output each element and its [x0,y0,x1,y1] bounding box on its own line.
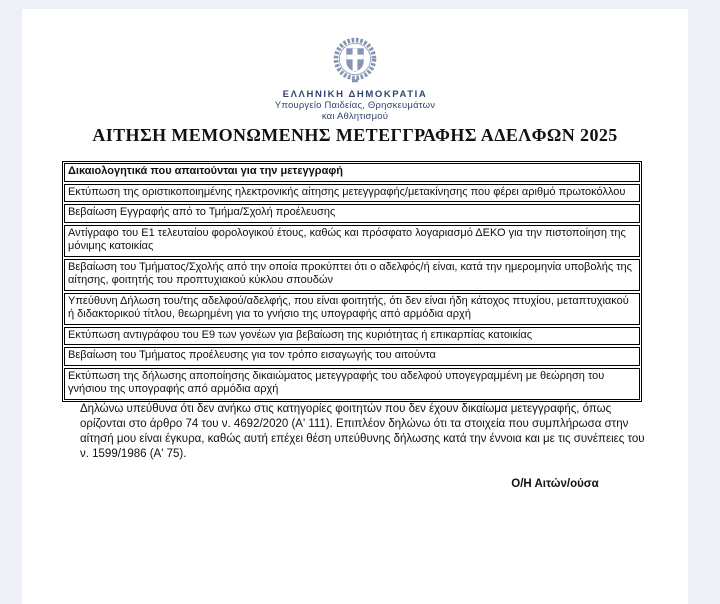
government-header [22,36,688,122]
table-row: Εκτύπωση αντιγράφου του Ε9 των γονέων για βεβαίωση της κυριότητας ή επικαρπίας κατοικίας [64,327,640,346]
greek-national-emblem-icon [331,36,379,86]
table-row: Αντίγραφο του Ε1 τελευταίου φορολογικού έτους, καθώς και πρόσφατο λογαριασμό ΔΕΚΟ για την πιστοποίηση της μόνιμης κατοικίας [64,225,640,257]
republic-title: ΕΛΛΗΝΙΚΗ ΔΗΜΟΚΡΑΤΙΑ [282,89,428,100]
ministry-line-2: και Αθλητισμού [321,111,389,122]
document-page [22,9,688,604]
table-row: Βεβαίωση Εγγραφής από το Τμήμα/Σχολή προέλευσης [64,204,640,223]
document-title: ΑΙΤΗΣΗ ΜΕΜΟΝΩΜΕΝΗΣ ΜΕΤΕΓΓΡΑΦΗΣ ΑΔΕΛΦΩΝ 2025 [92,125,618,145]
table-row: Εκτύπωση της δήλωσης αποποίησης δικαιώματος μετεγγραφής του αδελφού υπογεγραμμένη με θεώρηση του γνήσιου της υπογραφής από αρμόδια αρχή [64,368,640,400]
table-header-row: Δικαιολογητικά που απαιτούνται για την μετεγγραφή [64,163,640,182]
requirements-table [62,161,642,402]
table-row: Βεβαίωση του Τμήματος/Σχολής από την οποία προκύπτει ότι ο αδελφός/ή είναι, κατά την ημερομηνία υποβολής της αίτησης, φοιτητής του προπτυχιακού κύκλου σπουδών [64,259,640,291]
table-row: Βεβαίωση του Τμήματος προέλευσης για τον τρόπο εισαγωγής του αιτούντα [64,347,640,366]
ministry-line-1: Υπουργείο Παιδείας, Θρησκευμάτων [274,100,436,111]
declaration-paragraph: Δηλώνω υπεύθυνα ότι δεν ανήκω στις κατηγορίες φοιτητών που δεν έχουν δικαίωμα μετεγγραφής, όπως ορίζονται στο άρθρο 74 του ν. 4692/2020 (Α' 111). Επιπλέον δηλώνω ότι τα στοιχεία που συμπλήρωσα στην αίτησή μου είναι έγκυρα, καθώς αυτή επέχει θέση υπεύθυνης δήλωσης κατά την έννοια και με τις συνέπειες του ν. 1599/1986 (Α' 75). [80,403,645,460]
table-row: Υπεύθυνη Δήλωση του/της αδελφού/αδελφής, που είναι φοιτητής, ότι δεν είναι ήδη κάτοχος πτυχίου, μεταπτυχιακού ή διδακτορικού τίτλου, θεωρημένη για το γνήσιο της υπογραφής από αρμόδια αρχή [64,293,640,325]
signature-label: Ο/Η Αιτών/ούσα [511,478,599,490]
table-row: Εκτύπωση της οριστικοποιημένης ηλεκτρονικής αίτησης μετεγγραφής/μετακίνησης που φέρει αριθμό πρωτοκόλλου [64,184,640,203]
